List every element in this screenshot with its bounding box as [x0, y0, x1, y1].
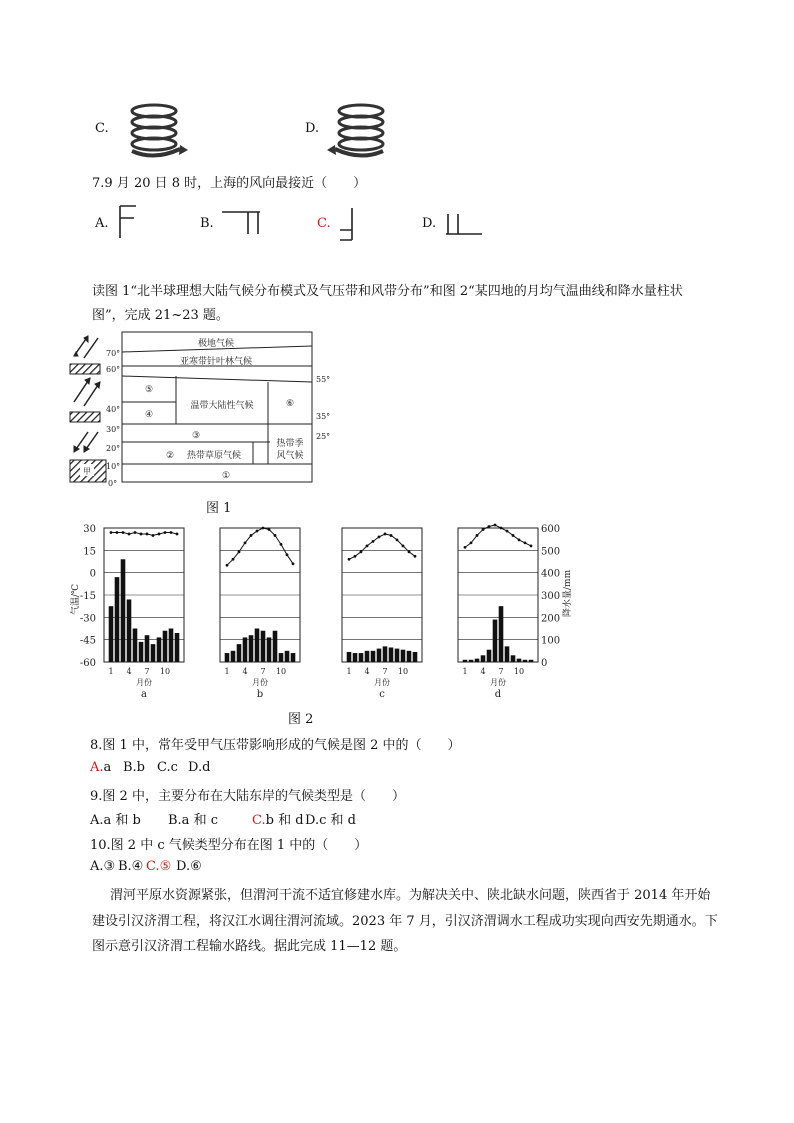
q8-option-a[interactable] [90, 760, 111, 775]
precip-tick: 600 [541, 524, 561, 535]
precip-bar-d [517, 659, 522, 662]
temp-line-b [227, 528, 293, 565]
temp-line-c [349, 534, 415, 559]
precip-bar-b [261, 631, 266, 662]
temp-point-c [402, 544, 405, 547]
month-tick: 7 [498, 667, 504, 676]
q6-option-d[interactable]: D. [305, 121, 320, 136]
temp-point-b [286, 553, 289, 556]
q8-option-b[interactable]: B.b [123, 760, 146, 775]
q7-option-c[interactable]: C. [317, 216, 331, 231]
temp-tick: 15 [83, 546, 96, 558]
q10-option-a[interactable]: A.③ [90, 859, 116, 874]
temp-point-b [256, 530, 259, 533]
q9-option-c[interactable] [252, 809, 304, 828]
temp-point-b [238, 550, 241, 553]
precip-bar-d [523, 660, 528, 662]
temp-line-a [111, 533, 177, 536]
temp-point-a [134, 531, 137, 534]
temp-point-b [274, 534, 277, 537]
precip-bar-b [279, 653, 284, 662]
temp-point-b [280, 543, 283, 546]
savanna-label: 热带草原气候 [186, 451, 242, 461]
precip-bar-b [225, 653, 230, 662]
lat-25: 25° [316, 432, 331, 441]
intro1-line2: 图”，完成 21~23 题。 [92, 308, 229, 323]
month-tick: 10 [275, 667, 287, 676]
temp-point-b [292, 562, 295, 565]
q8-stem: 8.图 1 中，常年受甲气压带影响形成的气候是图 2 中的（ ） [90, 738, 461, 753]
precip-tick: 300 [541, 591, 561, 602]
q7-option-d[interactable]: D. [422, 216, 437, 231]
q9-option-d[interactable]: D.c 和 d [305, 813, 356, 828]
lat-70: 70° [106, 349, 121, 358]
precip-bar-c [395, 649, 400, 662]
q6-option-c[interactable]: C. [95, 121, 109, 136]
monsoon-label-1: 热带季 [276, 439, 304, 449]
precip-tick: 200 [541, 613, 561, 625]
temp-point-d [482, 528, 485, 531]
precip-bar-b [267, 637, 272, 662]
temp-point-c [366, 544, 369, 547]
panel-label-d: d [494, 689, 502, 700]
region-6: ⑥ [285, 399, 295, 409]
temp-tick: 30 [83, 524, 96, 535]
month-tick: 1 [462, 667, 468, 676]
temp-point-d [518, 539, 521, 542]
precip-bar-c [389, 647, 394, 662]
precip-bar-b [231, 651, 236, 662]
temp-point-a [116, 531, 119, 534]
precip-bar-d [475, 659, 480, 662]
precip-bar-c [413, 652, 418, 662]
temp-tick: -30 [79, 613, 96, 625]
jia-label: 甲 [83, 467, 91, 476]
temp-point-a [170, 531, 173, 534]
pressure-wind-belts [70, 336, 106, 482]
precip-bar-d [487, 650, 492, 662]
precip-bar-a [163, 631, 168, 662]
precip-bar-a [109, 606, 114, 662]
q8-option-a-text: a [103, 760, 112, 775]
precip-bar-d [481, 655, 486, 662]
precip-bar-d [511, 655, 516, 662]
month-label: 月份 [252, 678, 268, 687]
temp-point-d [524, 541, 527, 544]
spiral-d-icon [325, 95, 397, 163]
temp-point-d [494, 524, 497, 527]
panel-label-b: b [256, 689, 264, 700]
temp-point-d [476, 534, 479, 537]
precip-bar-a [151, 644, 156, 662]
temp-point-c [390, 534, 393, 537]
precip-bar-c [383, 646, 388, 662]
temp-tick: 0 [89, 568, 96, 580]
temp-point-c [378, 536, 381, 539]
precip-bar-c [377, 649, 382, 662]
panel-label-a: a [141, 689, 147, 700]
panel-label-c: c [379, 689, 385, 700]
temp-point-d [488, 525, 491, 528]
precip-bar-d [505, 646, 510, 662]
q10-option-c[interactable]: C.⑤ [146, 859, 172, 874]
q9-option-a[interactable]: A.a 和 b [90, 813, 141, 828]
lat-0: 0° [108, 479, 118, 488]
temp-point-c [396, 539, 399, 542]
figure-2-caption: 图 2 [288, 712, 314, 727]
month-tick: 1 [108, 667, 114, 676]
precip-bar-b [243, 637, 248, 662]
month-tick: 4 [126, 667, 132, 676]
temp-point-d [506, 530, 509, 533]
lat-10: 10° [106, 462, 121, 471]
temp-point-b [244, 541, 247, 544]
month-tick: 1 [224, 667, 230, 676]
precip-bar-c [401, 650, 406, 662]
q7-stem: 7.9 月 20 日 8 时，上海的风向最接近（ ） [92, 176, 367, 191]
wind-barb-d-icon [444, 210, 484, 238]
precip-bar-d [499, 606, 504, 662]
temperate-continental-label: 温带大陆性气候 [190, 401, 254, 411]
precip-bar-c [407, 651, 412, 662]
figure-2-climographs [66, 520, 586, 700]
temp-point-a [122, 531, 125, 534]
precip-bar-b [273, 631, 278, 662]
q7-option-a[interactable]: A. [95, 216, 109, 231]
temp-point-c [372, 540, 375, 543]
spiral-c-icon [118, 95, 190, 163]
intro2-line3: 图示意引汉济渭工程输水路线。据此完成 11—12 题。 [92, 939, 407, 954]
precip-bar-b [255, 629, 260, 663]
precip-bar-c [365, 651, 370, 662]
temp-point-c [384, 533, 387, 536]
temp-axis-label: 气温/℃ [71, 583, 81, 615]
precip-bar-c [347, 652, 352, 662]
wind-barb-c-icon [338, 206, 362, 242]
wind-barb-a-icon [116, 204, 140, 240]
month-tick: 7 [260, 667, 266, 676]
temp-point-b [268, 528, 271, 531]
lat-20: 20° [106, 444, 121, 453]
temp-point-c [360, 550, 363, 553]
precip-bar-a [139, 642, 144, 662]
temp-tick: -45 [79, 635, 96, 647]
temp-point-b [226, 564, 229, 567]
temp-point-b [232, 558, 235, 561]
precip-bar-a [157, 637, 162, 662]
month-tick: 1 [346, 667, 352, 676]
precip-bar-b [249, 635, 254, 662]
temp-point-a [164, 531, 167, 534]
temp-tick: -60 [79, 658, 96, 669]
precip-bar-b [285, 651, 290, 662]
temp-point-a [152, 534, 155, 537]
precip-bar-a [121, 559, 126, 662]
q7-option-b[interactable]: B. [200, 216, 214, 231]
month-tick: 4 [242, 667, 248, 676]
month-label: 月份 [490, 678, 506, 687]
temp-point-a [176, 533, 179, 536]
monsoon-label-2: 风气候 [276, 451, 304, 461]
temp-point-c [414, 555, 417, 558]
temp-point-b [250, 534, 253, 537]
precip-bar-c [353, 653, 358, 662]
q9-stem: 9.图 2 中，主要分布在大陆东岸的气候类型是（ ） [90, 789, 405, 804]
temp-point-c [408, 550, 411, 553]
month-tick: 10 [159, 667, 171, 676]
month-tick: 7 [382, 667, 388, 676]
precip-bar-a [127, 599, 132, 662]
month-tick: 10 [397, 667, 409, 676]
q10-option-b[interactable]: B.④ [118, 859, 144, 874]
lat-35: 35° [316, 412, 331, 421]
precip-bar-a [133, 629, 138, 663]
intro1-line1: 读图 1“北半球理想大陆气候分布模式及气压带和风带分布”和图 2“某四地的月均气温曲线和降水量柱状 [92, 284, 683, 299]
temp-point-b [262, 527, 265, 530]
q9-option-b[interactable]: B.a 和 c [168, 813, 218, 828]
precip-bar-d [469, 660, 474, 662]
lat-40: 40° [106, 405, 121, 414]
month-tick: 7 [144, 667, 150, 676]
q8-option-c[interactable]: C.c [157, 760, 178, 775]
precip-axis-label: 降水量/mm [563, 569, 573, 617]
precip-bar-b [291, 653, 296, 662]
precip-bar-d [463, 660, 468, 662]
precip-bar-a [175, 633, 180, 662]
intro2-line2: 建设引汉济渭工程，将汉江水调往渭河流域。2023 年 7 月，引汉济渭调水工程成功实现向西安先期通水。下 [92, 914, 718, 929]
month-label: 月份 [374, 678, 390, 687]
temp-point-d [464, 546, 467, 549]
intro2-line1: 渭河平原水资源紧张，但渭河干流不适宜修建水库。为解决关中、陕北缺水问题，陕西省于 2014 年开始 [110, 888, 711, 903]
month-tick: 4 [364, 667, 370, 676]
q9-option-c-letter: C. [252, 813, 266, 828]
temp-tick: -15 [79, 591, 96, 602]
temp-point-a [140, 533, 143, 536]
temp-point-d [512, 534, 515, 537]
q8-option-d[interactable]: D.d [188, 760, 211, 775]
precip-bar-d [529, 660, 534, 662]
precip-bar-a [145, 635, 150, 662]
lat-55: 55° [316, 375, 331, 384]
precip-bar-c [359, 653, 364, 662]
lat-30: 30° [106, 425, 121, 434]
region-1: ① [221, 471, 231, 481]
precip-tick: 100 [541, 635, 561, 647]
temp-point-a [110, 531, 113, 534]
temp-point-a [146, 533, 149, 536]
temp-point-a [158, 533, 161, 536]
temp-point-d [470, 541, 473, 544]
month-tick: 10 [513, 667, 525, 676]
temp-point-c [348, 558, 351, 561]
region-2: ② [165, 451, 175, 461]
precip-bar-c [371, 651, 376, 662]
month-label: 月份 [136, 678, 152, 687]
temp-point-c [354, 555, 357, 558]
q10-stem: 10.图 2 中 c 气候类型分布在图 1 中的（ ） [90, 838, 368, 853]
precip-bar-a [169, 629, 174, 663]
temp-point-d [500, 527, 503, 530]
figure-1-climate-model [66, 326, 346, 492]
q8-option-a-letter: A. [90, 760, 104, 775]
region-4: ④ [144, 410, 154, 420]
temp-point-d [530, 544, 533, 547]
temp-point-a [128, 533, 131, 536]
wind-barb-b-icon [220, 208, 262, 236]
precip-bar-b [237, 644, 242, 662]
subarctic-climate-label: 亚寒带针叶林气候 [179, 357, 253, 367]
polar-climate-label: 极地气候 [197, 339, 235, 349]
lat-60: 60° [106, 365, 121, 374]
q10-option-d[interactable]: D.⑥ [176, 859, 202, 874]
region-3: ③ [191, 431, 201, 441]
figure-1-caption: 图 1 [206, 501, 232, 516]
month-tick: 4 [480, 667, 486, 676]
q9-option-c-text: b 和 d [265, 813, 304, 828]
precip-tick: 500 [541, 546, 561, 558]
precip-bar-d [493, 620, 498, 662]
precip-bar-a [115, 577, 120, 662]
precip-tick: 0 [541, 658, 548, 669]
precip-tick: 400 [541, 568, 561, 580]
region-5: ⑤ [144, 385, 154, 395]
